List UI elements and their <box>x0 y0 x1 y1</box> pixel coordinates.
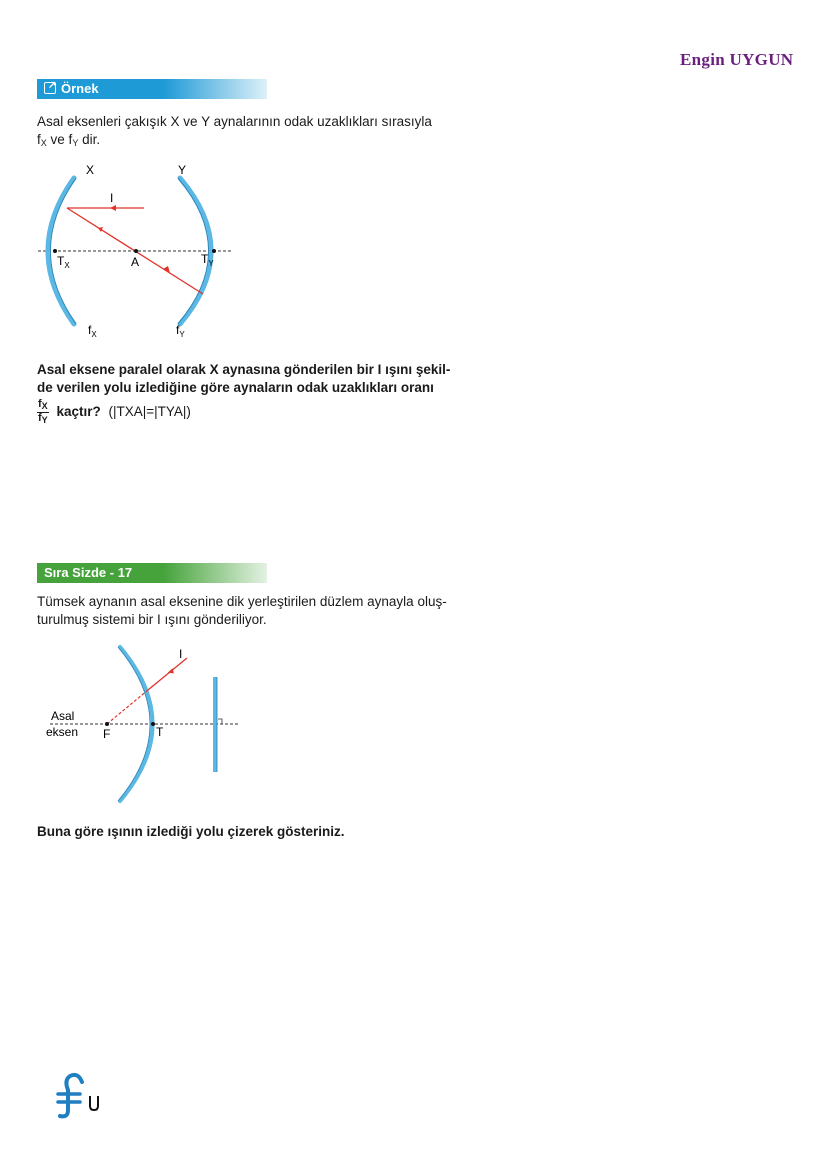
external-link-icon <box>44 82 56 94</box>
label-y: Y <box>178 163 187 177</box>
label-fx: $f_X$ <box>88 323 97 339</box>
right-angle-mark <box>218 719 222 724</box>
ray-arrow-icon <box>110 205 116 211</box>
label-t: T <box>156 725 164 739</box>
ornek-mirror-figure <box>30 158 250 348</box>
ray-extension <box>107 690 148 724</box>
label-asal: Asal <box>51 709 75 723</box>
ornek-question-ratio <box>37 399 191 426</box>
label-ty: $T_Y$ <box>201 252 214 268</box>
point-f <box>105 722 109 726</box>
point-tx <box>53 249 57 253</box>
author-name: Engin UYGUN <box>680 50 794 69</box>
plane-mirror <box>213 677 217 772</box>
question-kactir: kaçtır? <box>56 404 101 420</box>
ornek-intro: Asal eksenleri çakışık X ve Y aynalarının odak uzaklıkları sırasıyla $f_X$ ve $f_Y$ dir. <box>37 114 432 148</box>
ray-arrow-icon <box>163 266 170 273</box>
point-t <box>151 722 155 726</box>
question-line-2: de verilen yolu izlediğine göre aynaların odak uzaklıkları oranı <box>37 380 434 395</box>
sira-sizde-question: Buna göre ışının izlediği yolu çizerek gösteriniz. <box>37 824 345 839</box>
label-ray-i: I <box>110 191 114 205</box>
ornek-banner-label: Örnek <box>61 81 99 96</box>
sira-sizde-figure <box>40 643 250 808</box>
point-a <box>134 249 138 253</box>
ornek-banner <box>37 79 267 99</box>
label-fy: $f_Y$ <box>176 323 185 339</box>
label-a: A <box>131 255 140 269</box>
question-condition: (|TXA|=|TYA|) <box>108 404 191 420</box>
sira-sizde-text: Tümsek aynanın asal eksenine dik yerleştirilen düzlem aynayla oluş- turulmuş sistemi bir I ışını gönderiliyor. <box>37 594 447 627</box>
label-x: X <box>86 163 95 177</box>
label-eksen: eksen <box>46 725 79 739</box>
label-f: F <box>103 727 111 741</box>
label-ray-i: I <box>179 647 183 661</box>
point-ty <box>212 249 216 253</box>
ornek-intro-text: Asal eksenleri çakışık X ve Y aynalarının odak uzaklıkları sırasıyla <box>37 114 432 129</box>
ornek-question <box>37 361 479 397</box>
sira-sizde-banner: Sıra Sizde - 17 <box>37 563 267 583</box>
label-tx: $T_X$ <box>57 254 70 270</box>
ratio-fraction: $\frac{f_X}{f_Y}$ <box>38 398 48 425</box>
question-line-1: Asal eksene paralel olarak X aynasına gönderilen bir I ışını şekil- <box>37 362 451 377</box>
publisher-logo-icon <box>56 1068 106 1122</box>
incoming-ray <box>148 658 187 690</box>
